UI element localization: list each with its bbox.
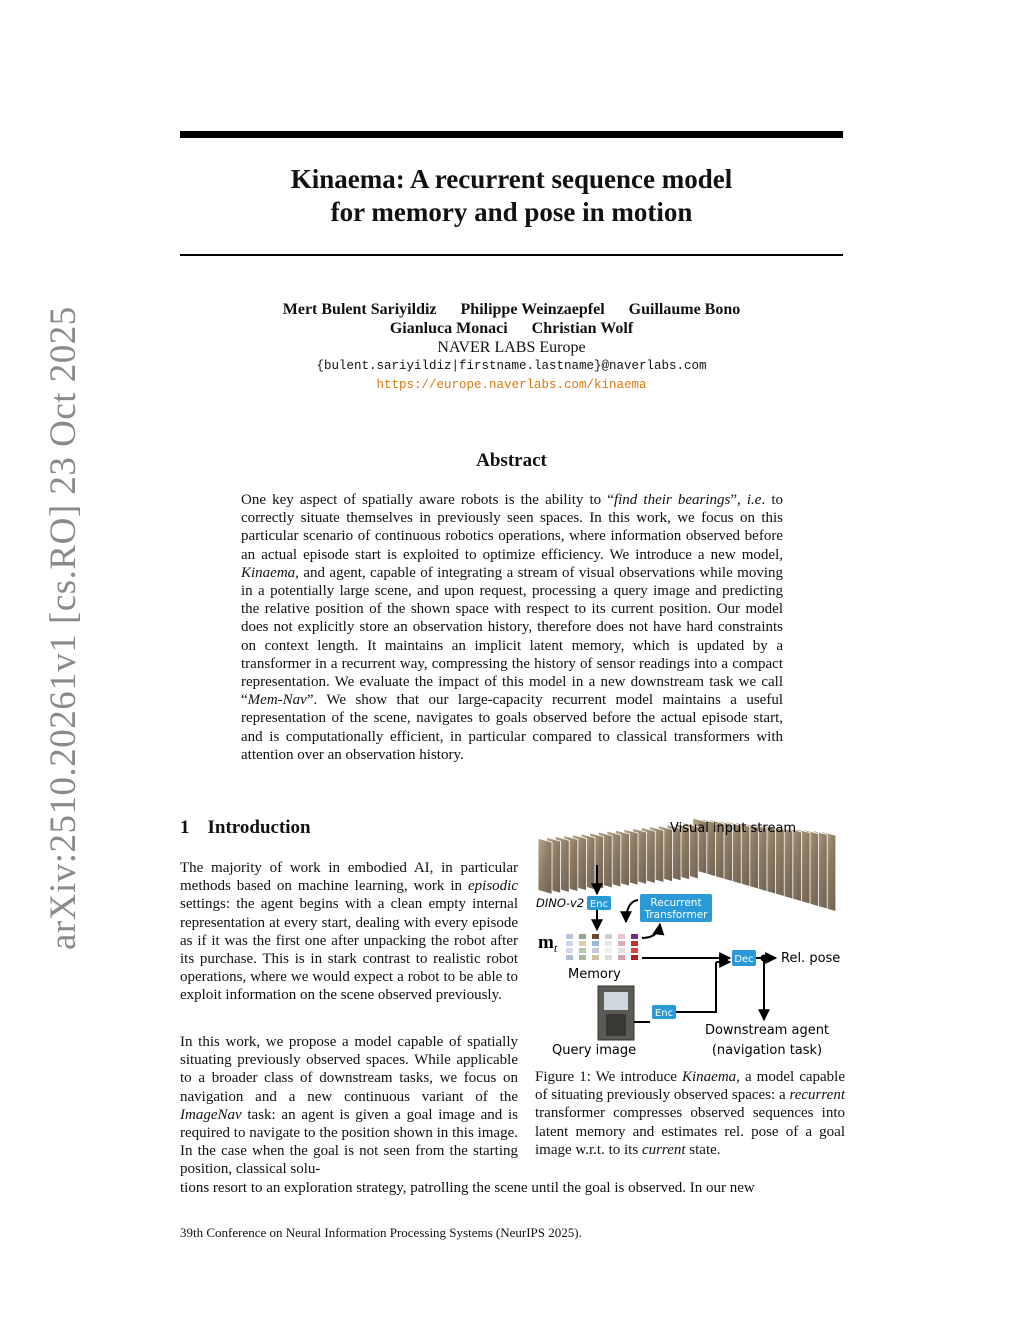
query-encoder-label: Enc: [654, 1008, 674, 1019]
title-rule-bottom: [180, 254, 843, 256]
caption-text: Figure 1: We introduce: [535, 1069, 682, 1085]
abstract-text: . to correctly situate themselves in previously seen spaces. In this work, we focus on this particular scenario of continuous robotics operations, where information observed before an actual episode start is exploited to optimize efficiency. We introduce a new model,: [241, 492, 783, 563]
memory-cell: [579, 955, 586, 960]
caption-text: transformer compresses observed sequences into latent memory and estimates rel. pose of a goal image w.r.t. to its: [535, 1105, 845, 1158]
abstract-text: ”,: [730, 492, 747, 508]
transformer-label: Transformer: [644, 909, 708, 921]
body-text: settings: the agent begins with a clean empty internal representation at every start, dealing with every episode as if it was the first one after unpacking the robot after its purchase. This is in stark contrast to realistic robot operations, where we would expect a robot to be able to exploit information on the scene observed previously.: [180, 896, 518, 1004]
memory-cell: [579, 948, 586, 953]
affiliation: NAVER LABS Europe: [437, 339, 586, 356]
abstract-emph: find their bearings: [613, 492, 731, 508]
intro-paragraph-2: [180, 1033, 518, 1179]
author-name: Gianluca Monaci: [389, 320, 508, 337]
memory-cell: [631, 934, 638, 939]
abstract-text: , and agent, capable of integrating a stream of visual observations while moving in a potentially large scene, and upon request, processing a query image and predicting the relative position of the shown space with respect to its current position. Our model does not explicitly store an observation history, therefore does not have hard constraints on context length. It maintains an implicit latent memory, which is updated by a transformer in a recurrent way, compressing the history of sensor readings into a compact representation. We evaluate the impact of this model in a new downstream task we call “: [241, 564, 783, 709]
arxiv-stamp: arXiv:2510.20261v1 [cs.RO] 23 Oct 2025: [43, 306, 84, 950]
author-name: Christian Wolf: [531, 320, 634, 337]
memory-cell: [579, 934, 586, 939]
memory-label: Memory: [568, 967, 621, 982]
author-email: {bulent.sariyildiz|firstname.lastname}@naverlabs.com: [316, 359, 707, 373]
intro-paragraph-1: [180, 859, 518, 1005]
body-text: In this work, we propose a model capable of spatially situating previously observed spaces. While applicable to a broader class of downstream tasks, we focus on navigation and a new continuous variant of the: [180, 1034, 518, 1105]
caption-text: , a model capable of situating previously observed spaces: a: [535, 1069, 845, 1104]
abstract-body: [241, 491, 783, 764]
author-name: Guillaume Bono: [628, 301, 741, 318]
memory-cell: [592, 948, 599, 953]
section-number: 1: [180, 817, 190, 838]
abstract-emph: i.e: [746, 492, 762, 508]
body-emph: ImageNav: [180, 1106, 242, 1123]
memory-cell: [618, 948, 625, 953]
memory-cell: [566, 941, 573, 946]
paper-title: [180, 163, 843, 229]
author-name: Mert Bulent Sariyildiz: [282, 301, 437, 318]
intro-paragraph-2-continued: tions resort to an exploration strategy, patrolling the scene until the goal is observed. In our new: [180, 1180, 755, 1196]
query-image-floor: [606, 1014, 626, 1036]
abstract-text: ”. We show that our large-capacity recurrent model maintains a useful representation of the scene, navigates to goals observed before the actual episode start, and is computationally efficient, in particular compared to classical transformers with attention over an observation history.: [241, 692, 783, 763]
caption-text: state.: [685, 1141, 721, 1158]
stream-frame: [538, 838, 552, 894]
loop-arrow-in: [626, 900, 638, 922]
rel-pose-label: Rel. pose: [781, 951, 841, 966]
section-heading: [180, 817, 311, 839]
memory-cell: [631, 955, 638, 960]
body-text: The majority of work in embodied AI, in particular methods based on machine learning, work in: [180, 860, 518, 895]
downstream-label-2: (navigation task): [711, 1043, 823, 1058]
abstract-emph: Kinaema: [241, 564, 296, 581]
title-line-1: Kinaema: A recurrent sequence model: [290, 164, 733, 194]
project-url-link[interactable]: https://europe.naverlabs.com/kinaema: [376, 378, 647, 392]
memory-cell: [566, 934, 573, 939]
memory-cell: [592, 934, 599, 939]
memory-cell: [631, 948, 638, 953]
title-rule-top: [180, 131, 843, 138]
figure-1: [530, 810, 850, 1062]
author-name: Philippe Weinzaepfel: [460, 301, 605, 318]
figure-caption: [535, 1068, 845, 1159]
memory-cell: [618, 955, 625, 960]
section-title: Introduction: [207, 817, 311, 838]
body-text: task: an agent is given a goal image and is required to navigate to the position shown in this image. In the case when the goal is not seen from the starting position, classical solu-: [180, 1106, 518, 1178]
memory-cell: [605, 955, 612, 960]
decoder-label: Dec: [734, 954, 754, 965]
memory-cell: [618, 934, 625, 939]
recurrent-label: Recurrent: [650, 897, 702, 909]
memory-cell: [605, 948, 612, 953]
loop-arrow-out: [642, 924, 660, 938]
memory-symbol-t: t: [553, 941, 558, 955]
author-line-2: [180, 319, 843, 338]
conference-footer: 39th Conference on Neural Information Processing Systems (NeurIPS 2025).: [180, 1225, 582, 1240]
author-line-1: [180, 300, 843, 319]
abstract-heading: Abstract: [476, 450, 547, 471]
caption-emph: Kinaema: [682, 1069, 737, 1085]
downstream-label-1: Downstream agent: [704, 1023, 830, 1038]
memory-cell: [579, 941, 586, 946]
abstract-text: One key aspect of spatially aware robots is the ability to “: [241, 492, 614, 508]
query-image-window: [604, 992, 628, 1010]
memory-symbol-m: m: [538, 932, 554, 953]
author-block: [180, 300, 843, 395]
dino-label: DINO-v2: [536, 896, 585, 910]
memory-cell: [605, 941, 612, 946]
memory-cell: [592, 941, 599, 946]
query-image-label: Query image: [552, 1043, 637, 1058]
memory-cell: [605, 934, 612, 939]
memory-grid: [566, 934, 638, 960]
memory-cell: [566, 955, 573, 960]
memory-cell: [631, 941, 638, 946]
caption-emph: recurrent: [789, 1087, 845, 1104]
visual-stream-label: Visual input stream: [670, 821, 797, 836]
query-to-dec-line: [676, 970, 716, 1012]
memory-cell: [592, 955, 599, 960]
title-line-2: for memory and pose in motion: [330, 197, 693, 227]
kinaema-diagram: [530, 810, 850, 1062]
memory-cell: [618, 941, 625, 946]
abstract-emph: Mem-Nav: [247, 692, 307, 709]
body-emph: episodic: [468, 878, 518, 895]
memory-cell: [566, 948, 573, 953]
memory-symbol: [538, 932, 558, 955]
caption-emph: current: [641, 1141, 686, 1158]
encoder-label: Enc: [589, 899, 609, 910]
